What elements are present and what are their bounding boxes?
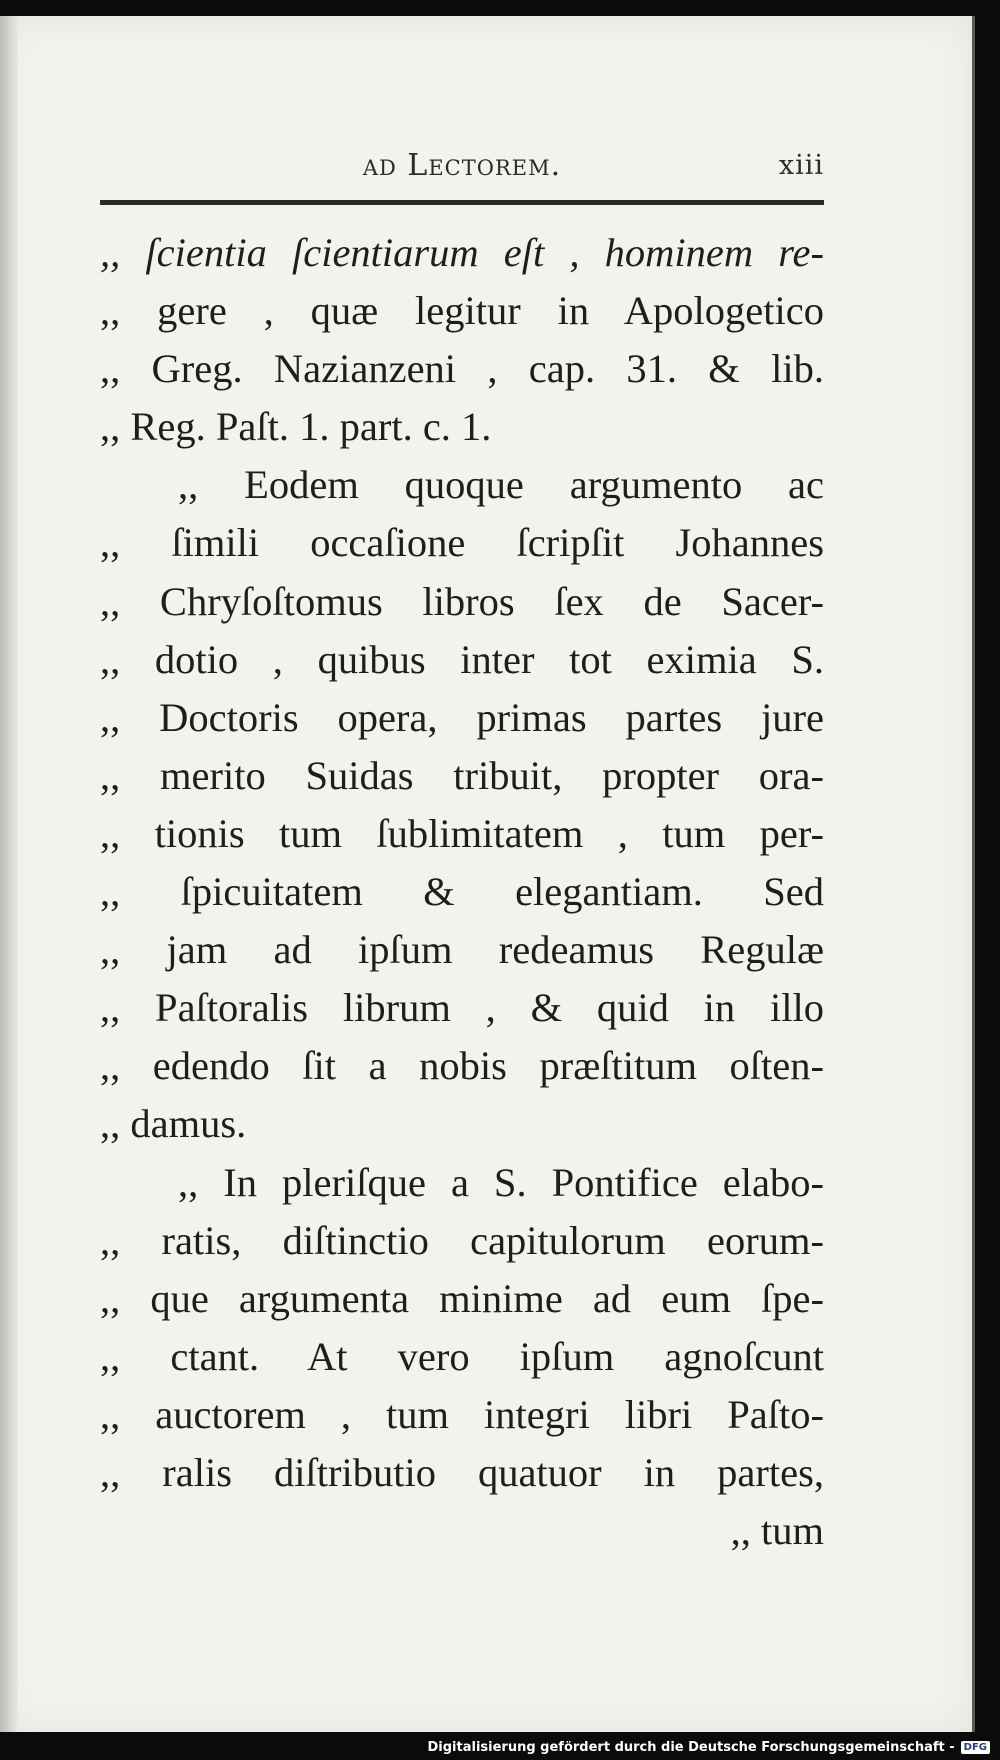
text-line: ,, ſpicuitatem & elegantiam. Sed: [100, 869, 824, 915]
dfg-logo: DFG: [961, 1741, 990, 1754]
header-rule: [100, 200, 824, 205]
book-page: [0, 16, 975, 1732]
text-line: ,, merito Suidas tribuit, propter ora-: [100, 752, 824, 798]
text-line: ,, tionis tum ſublimitatem , tum per-: [100, 810, 824, 856]
page-gutter: [0, 16, 18, 1732]
digitization-credit: [428, 1734, 1000, 1760]
text-line: ,, ctant. At vero ipſum agnoſcunt: [100, 1333, 824, 1379]
text-line: ,, Chryſoſtomus libros ſex de Sacer-: [100, 578, 824, 624]
text-line: ,, Paſtoralis librum , & quid in illo: [100, 985, 824, 1031]
text-line: ,, ſcientia ſcientiarum eſt , hominem re-: [100, 230, 824, 275]
body-text: [100, 224, 824, 1560]
page-header: [100, 148, 824, 192]
text-line: ,, ratis, diſtinctio capitulorum eorum-: [100, 1217, 824, 1263]
text-line: ,, jam ad ipſum redeamus Regulæ: [100, 927, 824, 973]
text-line: ,, Reg. Paſt. 1. part. c. 1.: [100, 404, 492, 450]
text-line: ,, In pleriſque a S. Pontifice elabo-: [178, 1159, 824, 1205]
text-line: ,, ralis diſtributio quatuor in partes,: [100, 1449, 824, 1495]
text-line: ,, auctorem , tum integri libri Paſto-: [100, 1391, 824, 1437]
text-line: ,, gere , quæ legitur in Apologetico: [100, 288, 824, 334]
text-line: ,, Greg. Nazianzeni , cap. 31. & lib.: [100, 346, 824, 392]
text-line: ,, ſimili occaſione ſcripſit Johannes: [100, 520, 824, 566]
running-title: ad Lectorem.: [362, 148, 562, 183]
credit-text: Digitalisierung gefördert durch die Deutsche Forschungsgemeinschaft -: [427, 1739, 955, 1755]
page-number: xiii: [778, 150, 824, 181]
text-line: ,, Doctoris opera, primas partes jure: [100, 694, 824, 740]
text-line: ,, Eodem quoque argumento ac: [178, 462, 824, 508]
text-line: ,, damus.: [100, 1101, 247, 1147]
text-line: ,, dotio , quibus inter tot eximia S.: [100, 636, 824, 682]
text-line: ,, edendo ſit a nobis præſtitum oſten-: [100, 1043, 824, 1089]
text-line: ,, que argumenta minime ad eum ſpe-: [100, 1275, 824, 1321]
catchword: ,, tum: [730, 1508, 824, 1554]
